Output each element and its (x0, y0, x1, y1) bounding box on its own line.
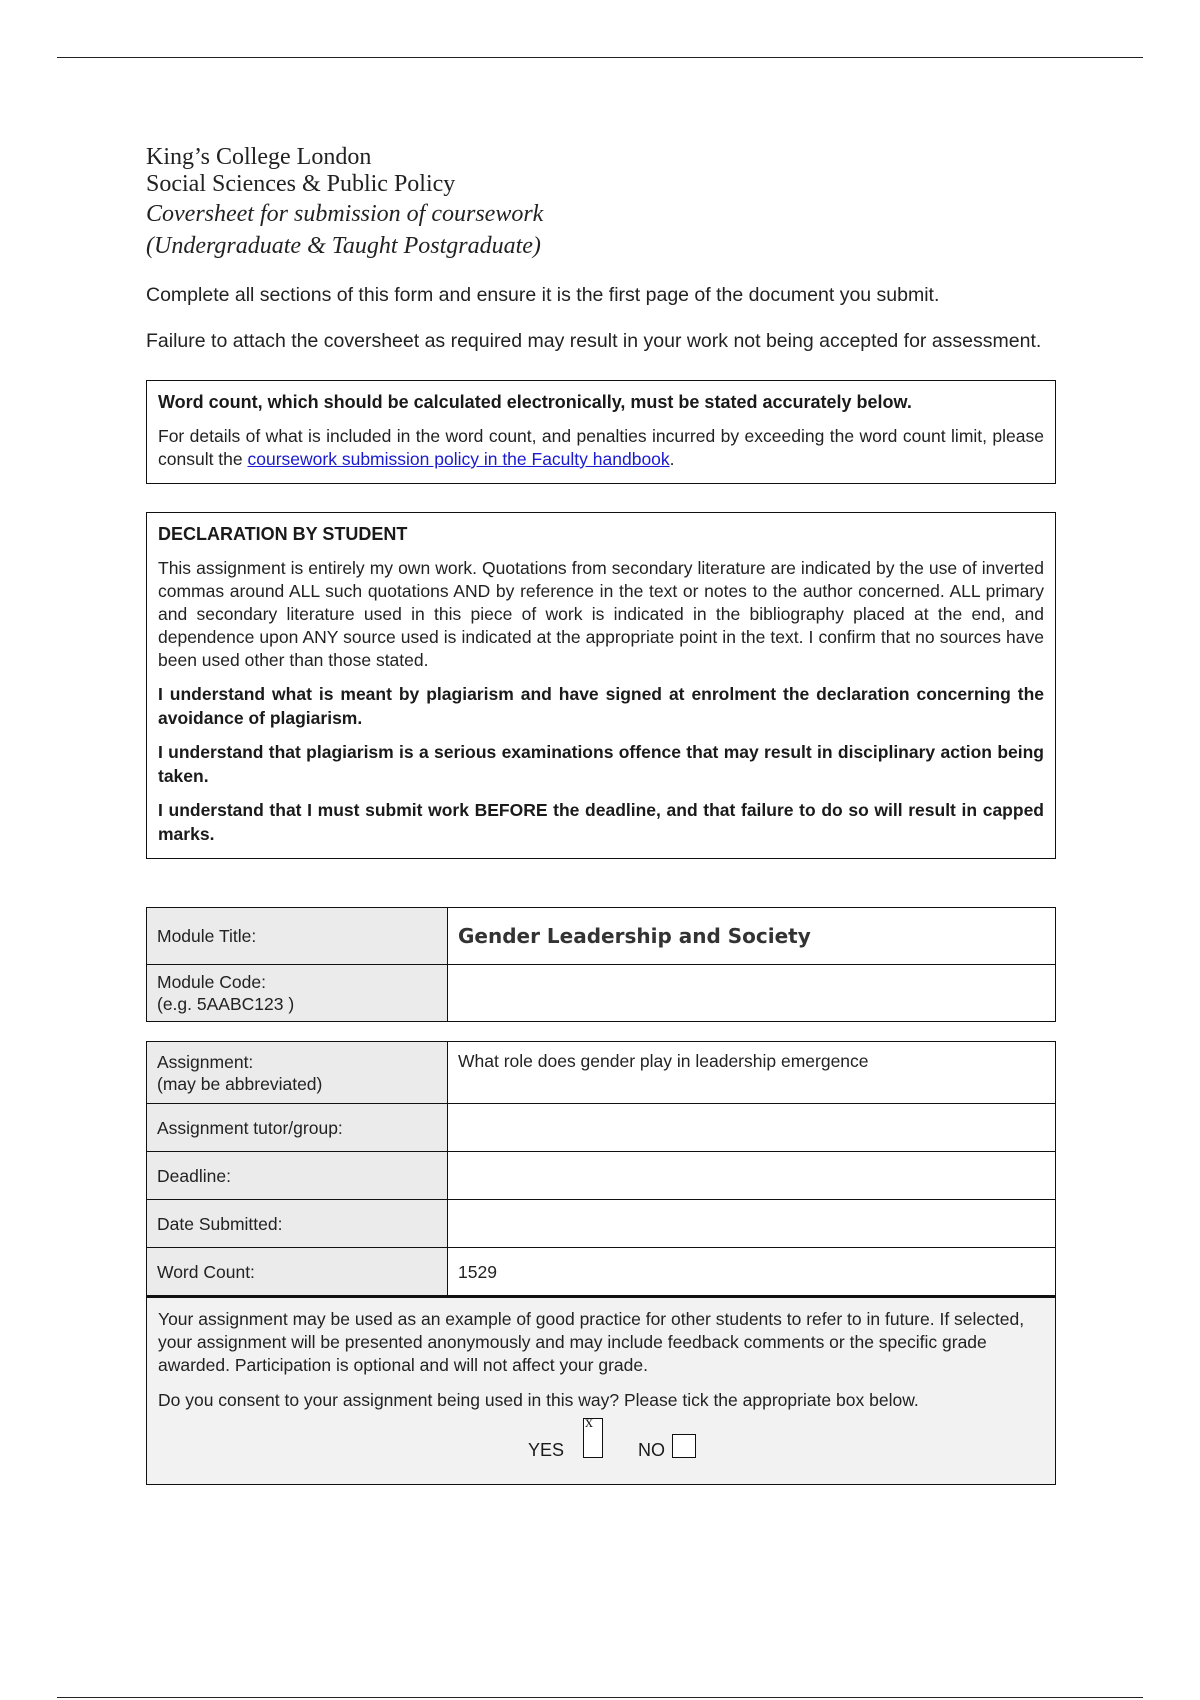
assignment-field[interactable]: What role does gender play in leadership emergence (448, 1042, 1056, 1104)
date-submitted-field[interactable] (448, 1200, 1056, 1248)
module-table (146, 907, 1056, 1022)
no-label: NO (638, 1440, 665, 1460)
document-title: Coversheet for submission of coursework (146, 201, 544, 227)
bottom-rule (57, 1697, 1143, 1698)
consent-box (146, 1295, 1056, 1485)
module-code-label-line: Module Code: (157, 972, 266, 992)
module-title-field[interactable] (448, 908, 1056, 965)
word-count-notice-text-end: . (669, 449, 675, 469)
word-count-row (147, 1248, 1056, 1296)
module-title-row (147, 908, 1056, 965)
yes-label: YES (528, 1440, 565, 1460)
policy-link[interactable]: coursework submission policy in the Faculty handbook (247, 449, 670, 469)
tutor-field[interactable] (448, 1104, 1056, 1152)
document-subtitle: (Undergraduate & Taught Postgraduate) (146, 233, 541, 259)
declaration-title: DECLARATION BY STUDENT (158, 524, 408, 544)
consent-options (158, 1412, 1044, 1470)
assignment-label-note: (may be abbreviated) (157, 1073, 323, 1094)
word-count-label: Word Count: (147, 1248, 448, 1296)
assignment-table (146, 1041, 1056, 1296)
faculty-name: Social Sciences & Public Policy (146, 171, 456, 197)
declaration-body: This assignment is entirely my own work. Quotations from secondary literature are indicated by the use of inverted commas around ALL such quotations AND by reference in the text or notes to the author concerned. ALL primary and secondary literature used in this piece of work is indicated in the bibliography placed at the end, and dependence upon ANY source used is indicated at the appropriate point in the text. I confirm that no sources have been used other than those stated. (158, 558, 1044, 670)
declaration-statement-plagiarism-meaning: I understand what is meant by plagiarism and have signed at enrolment the declaration concerning the avoidance of plagiarism. (158, 684, 1044, 728)
declaration-box (146, 512, 1056, 859)
consent-question: Do you consent to your assignment being used in this way? Please tick the appropriate box below. (158, 1390, 919, 1410)
tutor-row (147, 1104, 1056, 1152)
module-title-label: Module Title: (147, 908, 448, 965)
warning-text: Failure to attach the coversheet as required may result in your work not being accepted for assessment. (146, 330, 1042, 352)
word-count-notice-text (158, 425, 1044, 471)
module-code-label (147, 965, 448, 1022)
institution-name: King’s College London (146, 144, 372, 170)
word-count-notice-title: Word count, which should be calculated electronically, must be stated accurately below. (158, 392, 912, 412)
deadline-row (147, 1152, 1056, 1200)
declaration-statement-plagiarism-offence: I understand that plagiarism is a serious examinations offence that may result in disciplinary action being taken. (158, 742, 1044, 786)
header-block (146, 144, 1056, 262)
module-code-row (147, 965, 1056, 1022)
date-submitted-label: Date Submitted: (147, 1200, 448, 1248)
word-count-notice (146, 380, 1056, 484)
no-checkbox[interactable] (672, 1434, 696, 1458)
word-count-notice-text-start: For details of what is included in the word count, and penalties incurred by exceeding the word count limit, please consult the (158, 426, 1044, 469)
deadline-label: Deadline: (147, 1152, 448, 1200)
module-code-field[interactable] (448, 965, 1056, 1022)
yes-check-mark: x (585, 1414, 593, 1431)
consent-text: Your assignment may be used as an example of good practice for other students to refer to in future. If selected, your assignment will be presented anonymously and may include feedback comments or the specific grade awarded. Participation is optional and will not affect your grade. (158, 1309, 1025, 1375)
module-title-value: Gender Leadership and Society (458, 923, 811, 948)
date-submitted-row (147, 1200, 1056, 1248)
coversheet (146, 144, 1056, 1485)
word-count-field[interactable]: 1529 (448, 1248, 1056, 1296)
assignment-row (147, 1042, 1056, 1104)
tutor-label: Assignment tutor/group: (147, 1104, 448, 1152)
module-code-example: (e.g. 5AABC123 ) (157, 994, 295, 1014)
declaration-statement-deadline: I understand that I must submit work BEFORE the deadline, and that failure to do so will result in capped marks. (158, 800, 1044, 844)
top-rule (57, 57, 1143, 58)
assignment-label-line: Assignment: (157, 1051, 254, 1072)
assignment-label (147, 1042, 448, 1104)
instruction-text: Complete all sections of this form and ensure it is the first page of the document you submit. (146, 284, 940, 306)
deadline-field[interactable] (448, 1152, 1056, 1200)
